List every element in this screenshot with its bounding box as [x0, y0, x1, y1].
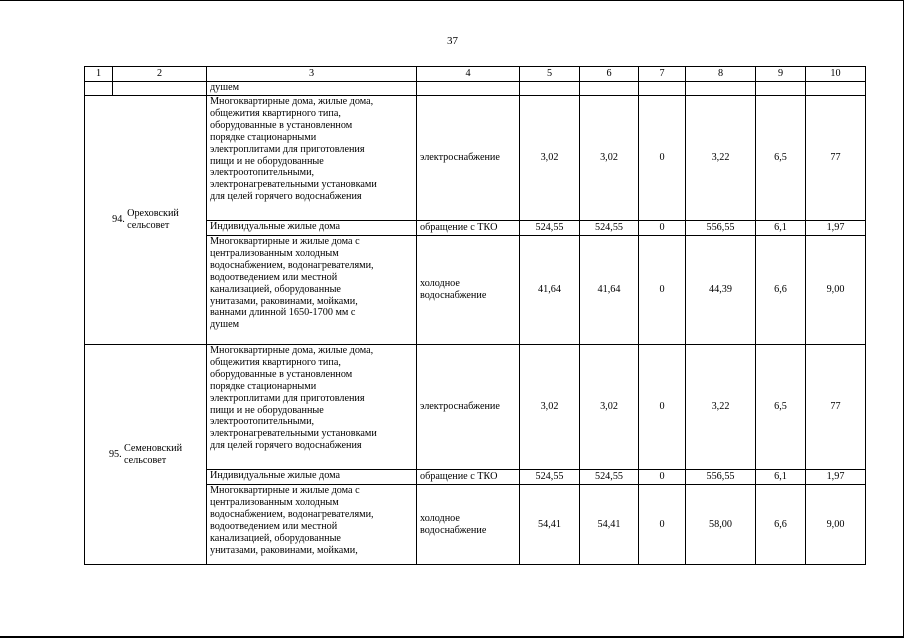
table-row	[85, 96, 866, 221]
header-cell-8: 8	[686, 67, 756, 82]
continuation-cell-8	[686, 82, 756, 96]
header-cell-5: 5	[520, 67, 580, 82]
text-line: Индивидуальные жилые дома	[210, 470, 341, 481]
text-line: электронагревательными установками	[210, 428, 377, 440]
housing-description	[207, 470, 417, 485]
text-line: пищи и не оборудованные	[210, 404, 324, 416]
text-line: водоотведением или местной	[210, 271, 338, 283]
text-line: централизованным холодным	[210, 247, 339, 259]
value-c5: 54,41	[520, 485, 580, 565]
text-line: водоснабжение	[420, 524, 487, 536]
row-number-cell	[85, 96, 207, 345]
tariff-table	[84, 66, 866, 565]
continuation-cell-9	[756, 82, 806, 96]
continuation-row	[85, 82, 866, 96]
header-cell-3: 3	[207, 67, 417, 82]
text-line: Многоквартирные и жилые дома с	[210, 485, 360, 496]
value-c8: 44,39	[686, 236, 756, 345]
value-c5: 524,55	[520, 221, 580, 236]
text-line: электроотопительными,	[210, 167, 315, 179]
continuation-cell-6	[580, 82, 639, 96]
text-line: общежития квартирного типа,	[210, 107, 341, 119]
text-line: оборудованные в установленном	[210, 119, 353, 131]
text-line: обращение с ТКО	[420, 471, 498, 483]
header-cell-7: 7	[639, 67, 686, 82]
value-c7: 0	[639, 345, 686, 470]
text-line: водоотведением или местной	[210, 520, 338, 532]
text-line: сельсовет	[123, 454, 167, 466]
text-line: оборудованные в установленном	[210, 368, 353, 380]
value-c9: 6,6	[756, 485, 806, 565]
text-line: сельсовет	[127, 220, 170, 231]
housing-description	[207, 236, 417, 345]
text-line: обращение с ТКО	[420, 222, 498, 234]
text-line: электроплитами для приготовления	[210, 143, 365, 155]
value-c7: 0	[639, 485, 686, 565]
value-c6: 524,55	[580, 470, 639, 485]
value-c7: 0	[639, 236, 686, 345]
value-c8: 556,55	[686, 470, 756, 485]
value-c6: 524,55	[580, 221, 639, 236]
value-c6: 41,64	[580, 236, 639, 345]
value-c10: 9,00	[806, 236, 866, 345]
text-line: общежития квартирного типа,	[210, 356, 341, 368]
text-line: электроснабжение	[420, 152, 500, 164]
row-number-cell	[85, 345, 207, 565]
value-c5: 41,64	[520, 236, 580, 345]
text-line: электроснабжение	[420, 401, 500, 413]
housing-description	[207, 485, 417, 565]
housing-description	[207, 345, 417, 470]
value-c10: 1,97	[806, 470, 866, 485]
text-line: Многоквартирные и жилые дома с	[210, 236, 360, 247]
utility-service	[417, 96, 520, 221]
value-c5: 3,02	[520, 345, 580, 470]
value-c9: 6,5	[756, 96, 806, 221]
page-number: 37	[447, 35, 458, 47]
header-cell-10: 10	[806, 67, 866, 82]
continuation-cell-2	[113, 82, 207, 96]
value-c10: 1,97	[806, 221, 866, 236]
value-c10: 77	[806, 345, 866, 470]
text-line: Семеновский	[123, 442, 183, 454]
text-line: водоснабжение	[420, 290, 487, 301]
text-line: порядке стационарными	[210, 131, 317, 143]
text-line: электронагревательными установками	[210, 179, 377, 191]
value-c8: 3,22	[686, 345, 756, 470]
value-c8: 556,55	[686, 221, 756, 236]
header-row	[85, 67, 866, 82]
value-c9: 6,1	[756, 221, 806, 236]
text-line: для целей горячего водоснабжения	[210, 191, 362, 203]
value-c9: 6,6	[756, 236, 806, 345]
header-cell-9: 9	[756, 67, 806, 82]
continuation-cell-7	[639, 82, 686, 96]
value-c8: 3,22	[686, 96, 756, 221]
table-row	[85, 345, 866, 470]
municipality-name	[127, 208, 179, 232]
value-c7: 0	[639, 96, 686, 221]
value-c6: 54,41	[580, 485, 639, 565]
text-line: Индивидуальные жилые дома	[210, 221, 341, 232]
continuation-description: душем	[207, 82, 417, 96]
utility-service	[417, 485, 520, 565]
text-line: канализацией, оборудованные	[210, 532, 341, 544]
text-line: водоснабжением, водонагревателями,	[210, 508, 374, 520]
housing-description	[207, 221, 417, 236]
text-line: Многоквартирные дома, жилые дома,	[210, 345, 374, 356]
utility-service	[417, 221, 520, 236]
text-line: ваннами длинной 1650-1700 мм с	[210, 307, 356, 319]
value-c8: 58,00	[686, 485, 756, 565]
value-c9: 6,5	[756, 345, 806, 470]
utility-service	[417, 470, 520, 485]
value-c9: 6,1	[756, 470, 806, 485]
text-line: холодное	[420, 512, 460, 524]
value-c10: 9,00	[806, 485, 866, 565]
text-line: холодное	[420, 278, 460, 290]
continuation-cell-10	[806, 82, 866, 96]
text-line: унитазами, раковинами, мойками,	[210, 544, 358, 556]
value-c7: 0	[639, 221, 686, 236]
utility-service	[417, 345, 520, 470]
continuation-cell-4	[417, 82, 520, 96]
text-line: водоснабжением, водонагревателями,	[210, 259, 374, 271]
text-line: централизованным холодным	[210, 496, 339, 508]
text-line: унитазами, раковинами, мойками,	[210, 295, 358, 307]
text-line: Ореховский	[127, 208, 179, 220]
housing-description	[207, 96, 417, 221]
value-c6: 3,02	[580, 96, 639, 221]
municipality-name	[124, 443, 182, 467]
value-c5: 3,02	[520, 96, 580, 221]
text-line: душем	[210, 319, 240, 331]
header-cell-4: 4	[417, 67, 520, 82]
value-c5: 524,55	[520, 470, 580, 485]
table-body	[85, 67, 866, 565]
row-number: 94.	[112, 214, 125, 226]
text-line: для целей горячего водоснабжения	[210, 440, 362, 452]
value-c6: 3,02	[580, 345, 639, 470]
text-line: Многоквартирные дома, жилые дома,	[210, 96, 374, 107]
text-line: электроплитами для приготовления	[210, 392, 365, 404]
header-cell-1: 1	[85, 67, 113, 82]
header-cell-2: 2	[113, 67, 207, 82]
header-cell-6: 6	[580, 67, 639, 82]
row-number: 95.	[108, 448, 122, 460]
utility-service	[417, 236, 520, 345]
text-line: электроотопительными,	[210, 416, 315, 428]
text-line: пищи и не оборудованные	[210, 155, 324, 167]
continuation-cell-1	[85, 82, 113, 96]
continuation-cell-5	[520, 82, 580, 96]
value-c10: 77	[806, 96, 866, 221]
value-c7: 0	[639, 470, 686, 485]
text-line: канализацией, оборудованные	[210, 283, 341, 295]
text-line: порядке стационарными	[210, 380, 317, 392]
